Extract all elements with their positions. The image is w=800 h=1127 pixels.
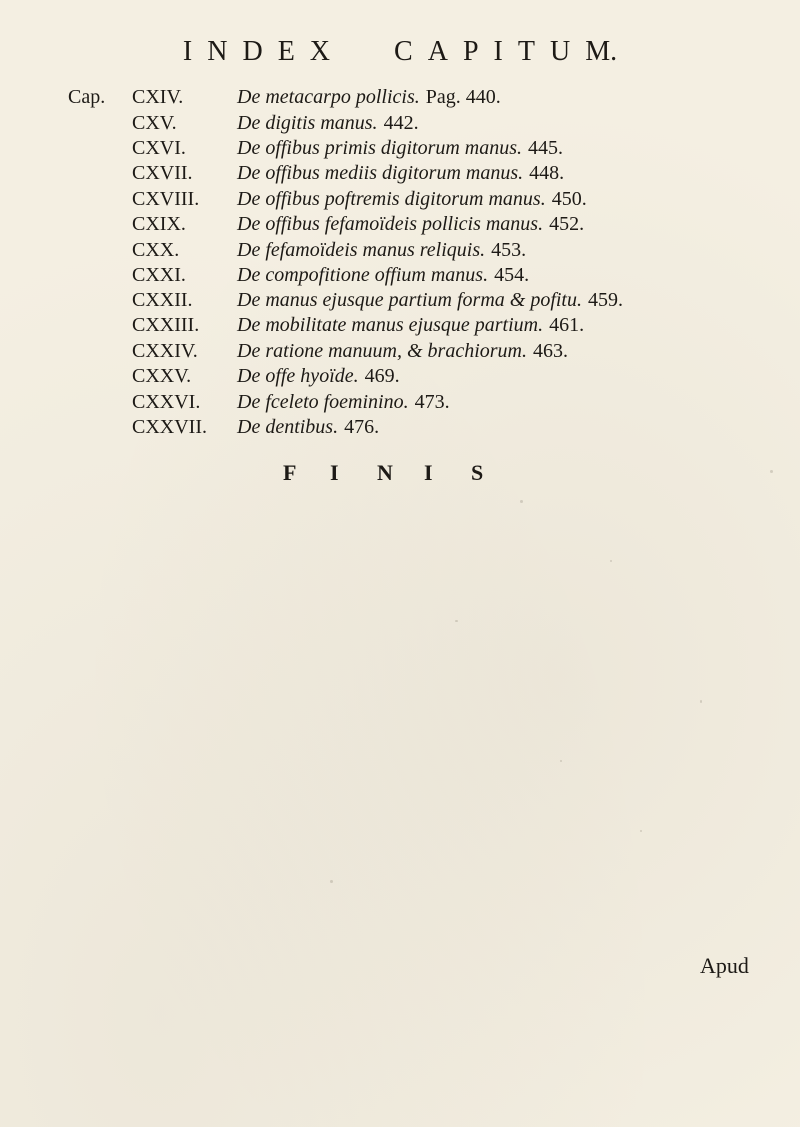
paper-speckle [455,620,458,622]
paper-speckle [700,700,702,703]
page-reference: 445. [528,137,564,159]
page-reference: Pag. 440. [425,86,501,108]
chapter-title: De fceleto foeminino. 473. [237,391,450,413]
chapter-title: De compofitione offium manus. 454. [237,264,530,286]
chapter-title: De manus ejusque partium forma & pofitu. 459. [237,289,623,311]
paper-speckle [610,560,612,562]
chapter-number: CXXV. [132,365,192,387]
cap-label: Cap. [68,86,106,108]
paper-speckle [770,470,773,473]
header-letter: I [182,36,193,67]
page-reference: 463. [532,340,568,362]
header-letter: T [517,36,535,67]
page-reference: 453. [491,239,527,261]
page-reference: 454. [494,264,530,286]
chapter-title: De offibus fefamoïdeis pollicis manus. 452. [237,213,585,235]
chapter-number: CXXIII. [132,314,200,336]
chapter-title: De ratione manuum, & brachiorum. 463. [237,340,568,362]
finis-letter: S [471,460,484,485]
chapter-number: CXXVI. [132,391,201,413]
chapter-number: CXVIII. [132,188,200,210]
chapter-title: De metacarpo pollicis. Pag. 440. [237,86,501,108]
header-letter: D [242,36,263,67]
page-reference: 476. [344,416,380,438]
paper-speckle [520,500,523,503]
header-letter: I [493,36,503,67]
page-reference: 448. [529,162,565,184]
chapter-number: CXVII. [132,162,193,184]
page-reference: 442. [383,112,419,134]
paper-speckle [560,760,562,762]
finis-line [283,460,518,486]
finis-letter: F [283,460,297,485]
finis-letter: I [330,460,339,485]
chapter-title: De mobilitate manus ejusque partium. 461. [237,314,585,336]
header-letter: C [394,36,413,67]
chapter-number: CXXIV. [132,340,198,362]
page-reference: 461. [549,314,585,336]
finis-letter: N [377,460,393,485]
chapter-title: De offibus mediis digitorum manus. 448. [237,162,565,184]
page-reference: 473. [414,391,450,413]
chapter-number: CXXI. [132,264,186,286]
header-letter: E [277,36,295,67]
header-letter: A [427,36,448,67]
page-reference: 469. [364,365,400,387]
header-letter: X [309,36,331,67]
paper-speckle [640,830,642,832]
paper-speckle [330,880,333,883]
chapter-title: De dentibus. 476. [237,416,380,438]
chapter-number: CXXVII. [132,416,207,438]
chapter-number: CXX. [132,239,180,261]
header-letter: P [462,36,479,67]
index-entry [0,412,800,442]
chapter-number: CXIV. [132,86,184,108]
page-reference: 452. [549,213,585,235]
chapter-number: CXIX. [132,213,186,235]
chapter-title: De offibus primis digitorum manus. 445. [237,137,564,159]
finis-letter: I [424,460,433,485]
chapter-number: CXVI. [132,137,186,159]
header-letter: N [207,36,228,67]
chapter-number: CXXII. [132,289,193,311]
page-reference: 459. [588,289,623,311]
page-header [0,36,800,68]
chapter-title: De offibus poftremis digitorum manus. 450. [237,188,587,210]
chapter-number: CXV. [132,112,177,134]
chapter-title: De fefamoïdeis manus reliquis. 453. [237,239,527,261]
catchword: Apud [700,953,749,978]
page-reference: 450. [551,188,587,210]
chapter-title: De offe hyoïde. 469. [237,365,400,387]
chapter-title: De digitis manus. 442. [237,112,419,134]
header-letter: U [549,36,571,67]
header-letter: M. [585,36,618,67]
